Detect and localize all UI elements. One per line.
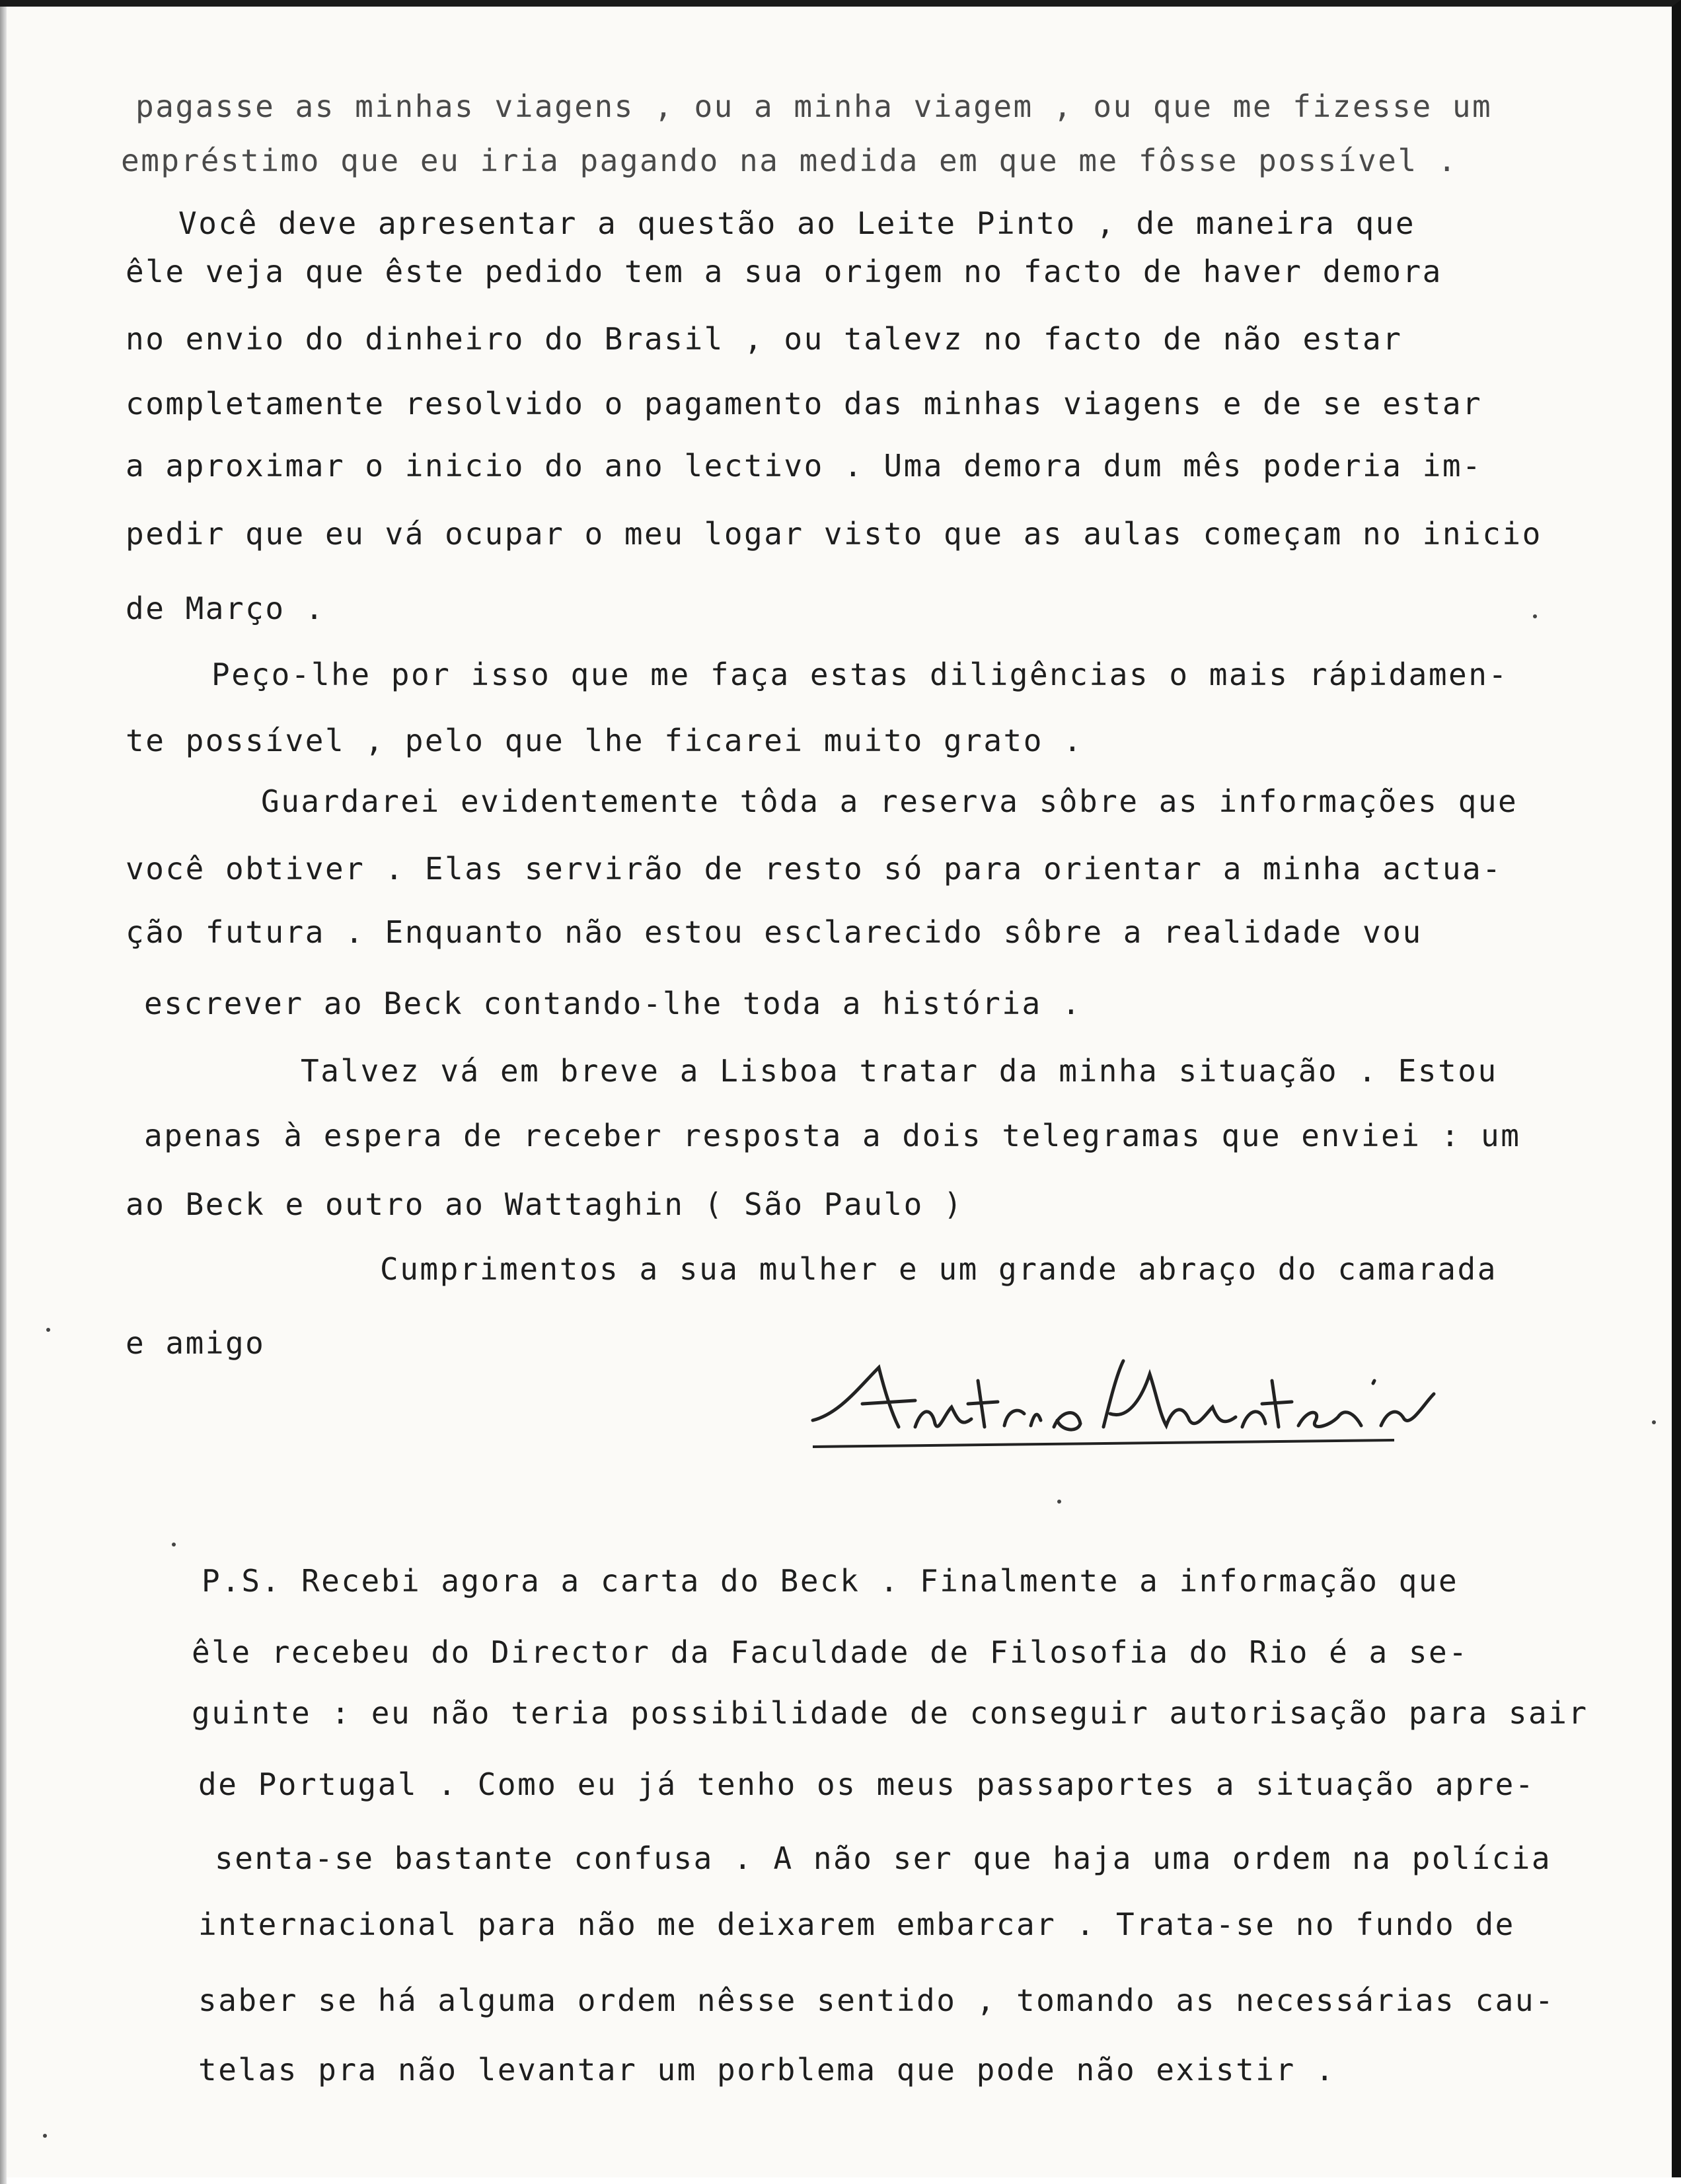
ink-speck	[43, 2134, 47, 2138]
postscript-line: senta-se bastante confusa . A não ser que haja uma ordem na polícia	[215, 1840, 1552, 1876]
postscript-line: saber se há alguma ordem nêsse sentido , tomando as necessárias cau-	[198, 1983, 1555, 2018]
letter-line: escrever ao Beck contando-lhe toda a história .	[144, 986, 1082, 1021]
letter-line: no envio do dinheiro do Brasil , ou talevz no facto de não estar	[126, 321, 1403, 357]
ink-speck	[1057, 1500, 1061, 1504]
postscript-line: telas pra não levantar um porblema que pode não existir .	[198, 2052, 1336, 2088]
letter-line: êle veja que êste pedido tem a sua origem no facto de haver demora	[126, 254, 1442, 289]
letter-line: completamente resolvido o pagamento das minhas viagens e de se estar	[126, 386, 1483, 421]
page-edge	[0, 7, 7, 2184]
postscript-line: P.S. Recebi agora a carta do Beck . Finalmente a informação que	[202, 1563, 1459, 1599]
letter-line: te possível , pelo que lhe ficarei muito grato .	[126, 723, 1084, 758]
letter-line: ao Beck e outro ao Wattaghin ( São Paulo )	[126, 1186, 964, 1222]
letter-line: Guardarei evidentemente tôda a reserva sôbre as informações que	[261, 783, 1518, 819]
letter-line: empréstimo que eu iria pagando na medida em que me fôsse possível .	[121, 143, 1458, 178]
letter-line: ção futura . Enquanto não estou esclarecido sôbre a realidade vou	[126, 914, 1423, 950]
letter-line: de Março .	[126, 591, 325, 626]
letter-line: Peço-lhe por isso que me faça estas diligências o mais rápidamen-	[211, 657, 1509, 692]
postscript-line: internacional para não me deixarem embarcar . Trata-se no fundo de	[198, 1907, 1515, 1942]
letter-line: Talvez vá em breve a Lisboa tratar da minha situação . Estou	[301, 1053, 1498, 1089]
signature-image	[800, 1341, 1474, 1473]
letter-line: você obtiver . Elas servirão de resto só para orientar a minha actua-	[126, 851, 1503, 887]
closing-line: Cumprimentos a sua mulher e um grande abraço do camarada	[380, 1251, 1497, 1287]
letter-line: a aproximar o inicio do ano lectivo . Uma demora dum mês poderia im-	[126, 448, 1483, 484]
ink-speck	[46, 1328, 50, 1332]
ink-speck	[172, 1543, 176, 1547]
postscript-line: êle recebeu do Director da Faculdade de Filosofia do Rio é a se-	[192, 1634, 1469, 1670]
postscript-line: de Portugal . Como eu já tenho os meus passaportes a situação apre-	[198, 1766, 1536, 1802]
closing-line: e amigo	[126, 1325, 266, 1361]
postscript-line: guinte : eu não teria possibilidade de conseguir autorisação para sair	[192, 1695, 1588, 1731]
ink-speck	[1533, 614, 1537, 618]
letter-line: apenas à espera de receber resposta a dois telegramas que enviei : um	[144, 1118, 1521, 1153]
ink-speck	[1652, 1420, 1656, 1424]
letter-line: pedir que eu vá ocupar o meu logar visto que as aulas começam no inicio	[126, 516, 1542, 552]
letter-line: Você deve apresentar a questão ao Leite Pinto , de maneira que	[178, 205, 1416, 241]
letter-line: pagasse as minhas viagens , ou a minha viagem , ou que me fizesse um	[135, 89, 1493, 124]
